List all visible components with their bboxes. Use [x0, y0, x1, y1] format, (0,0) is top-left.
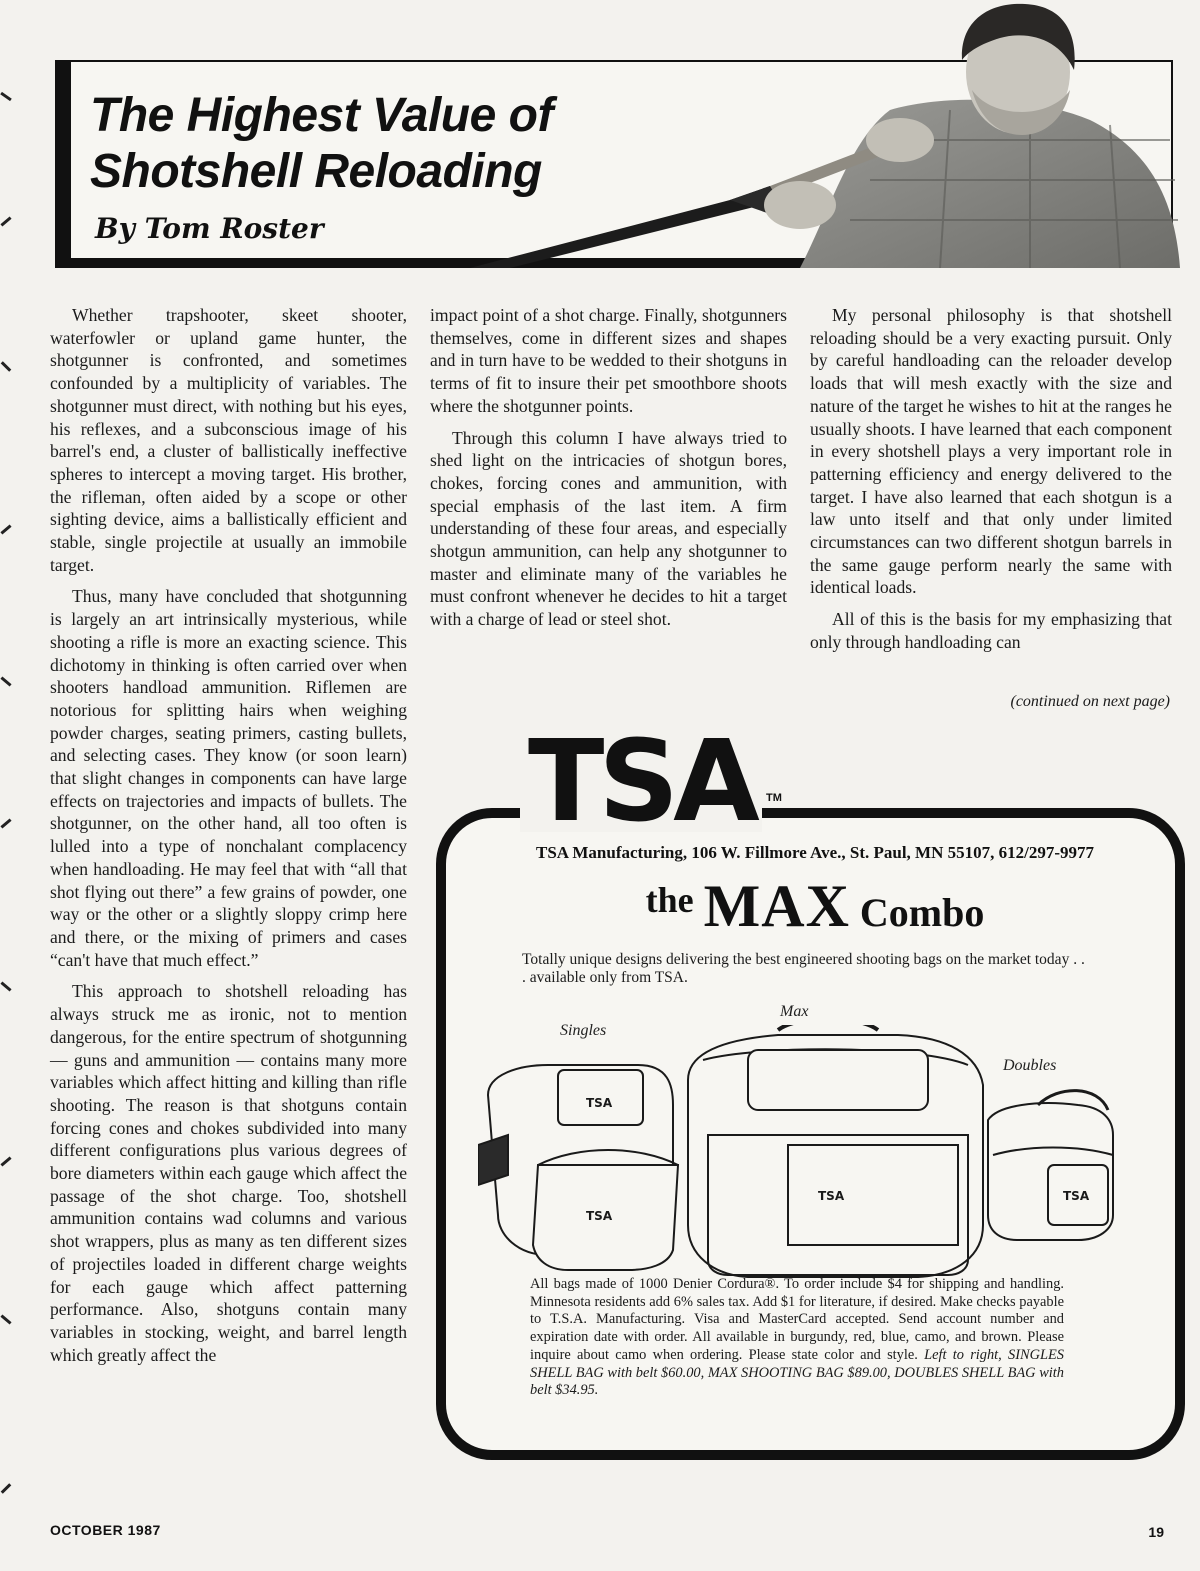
issue-date: OCTOBER 1987 — [50, 1522, 161, 1538]
margin-mark — [0, 524, 11, 534]
article-column-3 — [810, 304, 1172, 663]
article-byline: By Tom Roster — [95, 212, 324, 245]
paragraph: This approach to shotshell reloading has always struck me as ironic, not to mention dangerous, for the entire spectrum of shotgunning — guns and ammunition — contains many more variables which affect hitting and killing than rifle shooting. The reason is that shotguns contain forcing cones and chokes subdivided into many different configurations plus various degrees of bore diameters within each gauge which affect the passage of the shot charge. Too, shotshell ammunition contains wad columns and various shot wrappers, plus as many as ten different sizes of projectiles loaded in different charge weights for each gauge which affect patterning performance. Also, shotguns contain many variables in stocking, weight, and barrel length which greatly affect the — [50, 981, 407, 1365]
headline-the: the — [645, 880, 694, 920]
ad-headline — [480, 872, 1150, 941]
label-singles: Singles — [560, 1022, 607, 1039]
margin-mark — [0, 92, 12, 101]
author-photo — [470, 0, 1190, 268]
ad-address: TSA Manufacturing, 106 W. Fillmore Ave., St. Paul, MN 55107, 612/297-9977 — [535, 843, 1095, 862]
margin-mark — [0, 1314, 11, 1324]
bag-brand-max: TSA — [818, 1189, 845, 1203]
ad-intro: Totally unique designs delivering the best engineered shooting bags on the market today . . . available only from TSA. — [522, 951, 1085, 986]
paragraph: Thus, many have concluded that shotgunning is largely an art intrinsically mysterious, while shooting a rifle is more an exacting science. This dichotomy in thinking is often carried over when shooters handload ammunition. Riflemen are notorious for splitting hairs when weighing powder charges, seating primers, casting bullets, and selecting cases. They know (or soon learn) that slight changes in components can have large effects on trajectories and impacts of bullets. The shotgunner, on the other hand, all too often is lulled into a type of nonchalant complacency when handloading. He may feel that with “all that shot flying out there” a few grains of powder, one way or the other or a slightly sloppy crimp here and there, or the mixing of primers and cases “can't have that much effect.” — [50, 586, 407, 970]
continued-note: (continued on next page) — [1010, 693, 1170, 710]
paragraph: All of this is the basis for my emphasizing that only through handloading can — [810, 609, 1172, 652]
ad-body-text: All bags made of 1000 Denier Cordura®. To order include $4 for shipping and handling. Minnesota residents add 6% sales tax. Add $1 for literature, if desired. Make checks payable to T.S.A. Manufacturing. Visa and MasterCard accepted. Send account number and expiration date with order. All available in burgundy, red, blue, camo, and brown. Please inquire about camo when ordering. Please state color and style. — [530, 1276, 1064, 1363]
margin-mark — [1, 1483, 12, 1494]
margin-mark — [0, 1156, 11, 1166]
ad-body — [530, 1276, 1064, 1400]
ad-prices: Left to right, SINGLES SHELL BAG with belt $60.00, MAX SHOOTING BAG $89.00, DOUBLES SHELL BAG with belt $34.95. — [530, 1346, 1064, 1399]
margin-mark — [0, 676, 11, 686]
margin-mark — [1, 361, 12, 372]
page-number: 19 — [1148, 1524, 1164, 1540]
bags-illustration — [478, 1025, 1118, 1295]
headline-combo: Combo — [859, 890, 985, 935]
label-max: Max — [780, 1003, 809, 1020]
margin-mark — [0, 216, 11, 226]
paragraph: My personal philosophy is that shotshell reloading should be a very exacting pursuit. Only by careful handloading can the reloader develop loads that will mesh exactly with the size and nature of the target he wishes to hit at the ranges he usually shoots. I have learned that each component in every shotshell plays a very important role in patterning efficiency and energy delivered to the target. I have also learned that each shotgun is a law unto itself and that only under limited circumstances can two different shotgun barrels in the same gauge perform nearly the same with identical loads. — [810, 305, 1172, 598]
trademark-mark: TM — [766, 792, 782, 804]
margin-mark — [0, 981, 11, 991]
bag-brand-doubles: TSA — [1063, 1189, 1090, 1203]
bag-brand-singles-top: TSA — [586, 1096, 613, 1110]
margin-mark — [0, 818, 11, 828]
article-column-2 — [430, 304, 787, 640]
tsa-logo: TSA — [520, 732, 762, 832]
bag-brand-singles: TSA — [586, 1209, 613, 1223]
article-title: The Highest Value of Shotshell Reloading — [90, 89, 553, 198]
headline-max: MAX — [703, 873, 850, 939]
paragraph: Whether trapshooter, skeet shooter, waterfowler or upland game hunter, the shotgunner is confronted, and sometimes confounded by a multiplicity of variables. The shotgunner must direct, with nothing but his eyes, his reflexes, and a subconscious image of his barrel's end, a cluster of ballistically ineffective spheres to intercept a moving target. His brother, the rifleman, often aided by a scope or other sighting device, aims a ballistically efficient and stable, single projectile at usually an immobile target. — [50, 305, 407, 575]
paragraph: Through this column I have always tried to shed light on the intricacies of shotgun bores, chokes, forcing cones and ammunition, with special emphasis of the last item. A firm understanding of these four areas, and especially shotgun ammunition, can help any shotgunner to master and eliminate many of the variables he must confront whenever he decides to hit a target with a charge of lead or steel shot. — [430, 427, 787, 630]
article-column-1 — [50, 304, 407, 1375]
label-doubles: Doubles — [1003, 1057, 1057, 1074]
paragraph: impact point of a shot charge. Finally, shotgunners themselves, come in different sizes and shapes and in turn have to be wedded to their shotguns in terms of fit to insure their pet smoothbore shoots where the shotgunner points. — [430, 305, 787, 416]
